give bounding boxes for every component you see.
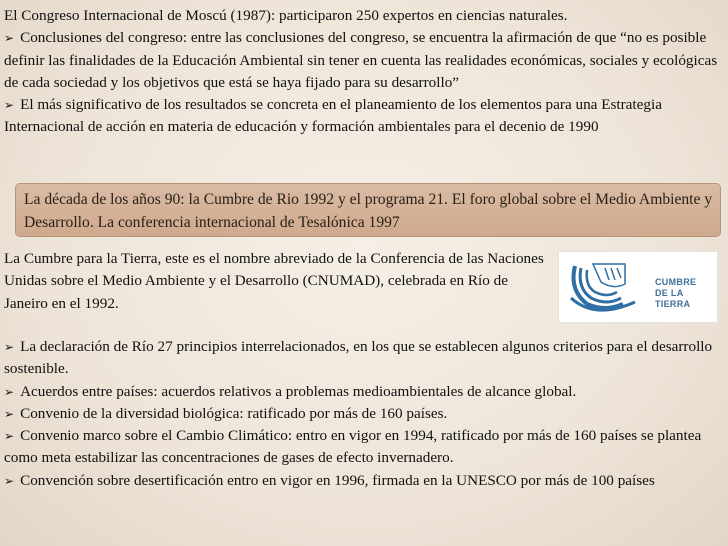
logo-line-tierra: TIERRA	[655, 299, 691, 309]
cumbre-tierra-logo	[558, 251, 718, 323]
arrow-bullet-icon: ➢	[4, 406, 15, 421]
logo-line-cumbre: CUMBRE	[655, 277, 697, 287]
bottom-section	[4, 336, 726, 492]
arrow-bullet-icon: ➢	[4, 384, 15, 399]
cumbre-description	[4, 248, 544, 315]
arrow-bullet-icon: ➢	[4, 429, 15, 444]
results-bullet: ➢ El más significativo de los resultados se concreta en el planeamiento de los elementos para una Estrategia Internacional de acción en materia de educación y formación ambientales para el decenio de 1990	[4, 96, 662, 136]
decade-90-text: La década de los años 90: la Cumbre de Rio 1992 y el programa 21. El foro global sobre el Medio Ambiente y Desarrollo. La conferencia internacional de Tesalónica 1997	[24, 191, 713, 231]
list-item: ➢ Convención sobre desertificación entro en vigor en 1996, firmada en la UNESCO por más de 100 países	[4, 471, 655, 489]
list-item: ➢ Convenio marco sobre el Cambio Climático: entro en vigor en 1994, ratificado por más de 160 países se plantea como meta estabilizar las concentraciones de gases de efecto invernadero.	[4, 427, 702, 467]
arrow-bullet-icon: ➢	[4, 98, 15, 113]
arrow-bullet-icon: ➢	[4, 340, 15, 354]
list-item: ➢ La declaración de Río 27 principios interrelacionados, en los que se establecen algunos criterios para el desarrollo sostenible.	[4, 338, 713, 378]
list-item: ➢ Acuerdos entre países: acuerdos relativos a problemas medioambientales de alcance global.	[4, 382, 577, 400]
logo-line-de-la: DE LA	[655, 288, 684, 298]
cumbre-text: La Cumbre para la Tierra, este es el nombre abreviado de la Conferencia de las Naciones Unidas sobre el Medio Ambiente y el Desarrollo (CNUMAD), celebrada en Río de Janeiro en el 1992.	[4, 250, 544, 312]
earth-summit-emblem-icon	[565, 260, 651, 314]
arrow-bullet-icon: ➢	[4, 473, 15, 488]
list-item: ➢ Convenio de la diversidad biológica: ratificado por más de 160 países.	[4, 404, 448, 422]
conclusions-bullet: ➢ Conclusiones del congreso: entre las conclusiones del congreso, se encuentra la afirmación de que “no es posible definir las finalidades de la Educación Ambiental sin tener en cuenta las realidades económicas, sociales y ecológicas de cada sociedad y los objetivos que está se haya fijado para su desarrollo”	[4, 29, 718, 91]
highlight-box	[16, 184, 720, 236]
top-section	[4, 5, 726, 139]
arrow-bullet-icon: ➢	[4, 31, 15, 46]
logo-wordmark	[655, 277, 696, 310]
moscow-congress-line: El Congreso Internacional de Moscú (1987): participaron 250 expertos en ciencias naturales.	[4, 7, 568, 24]
